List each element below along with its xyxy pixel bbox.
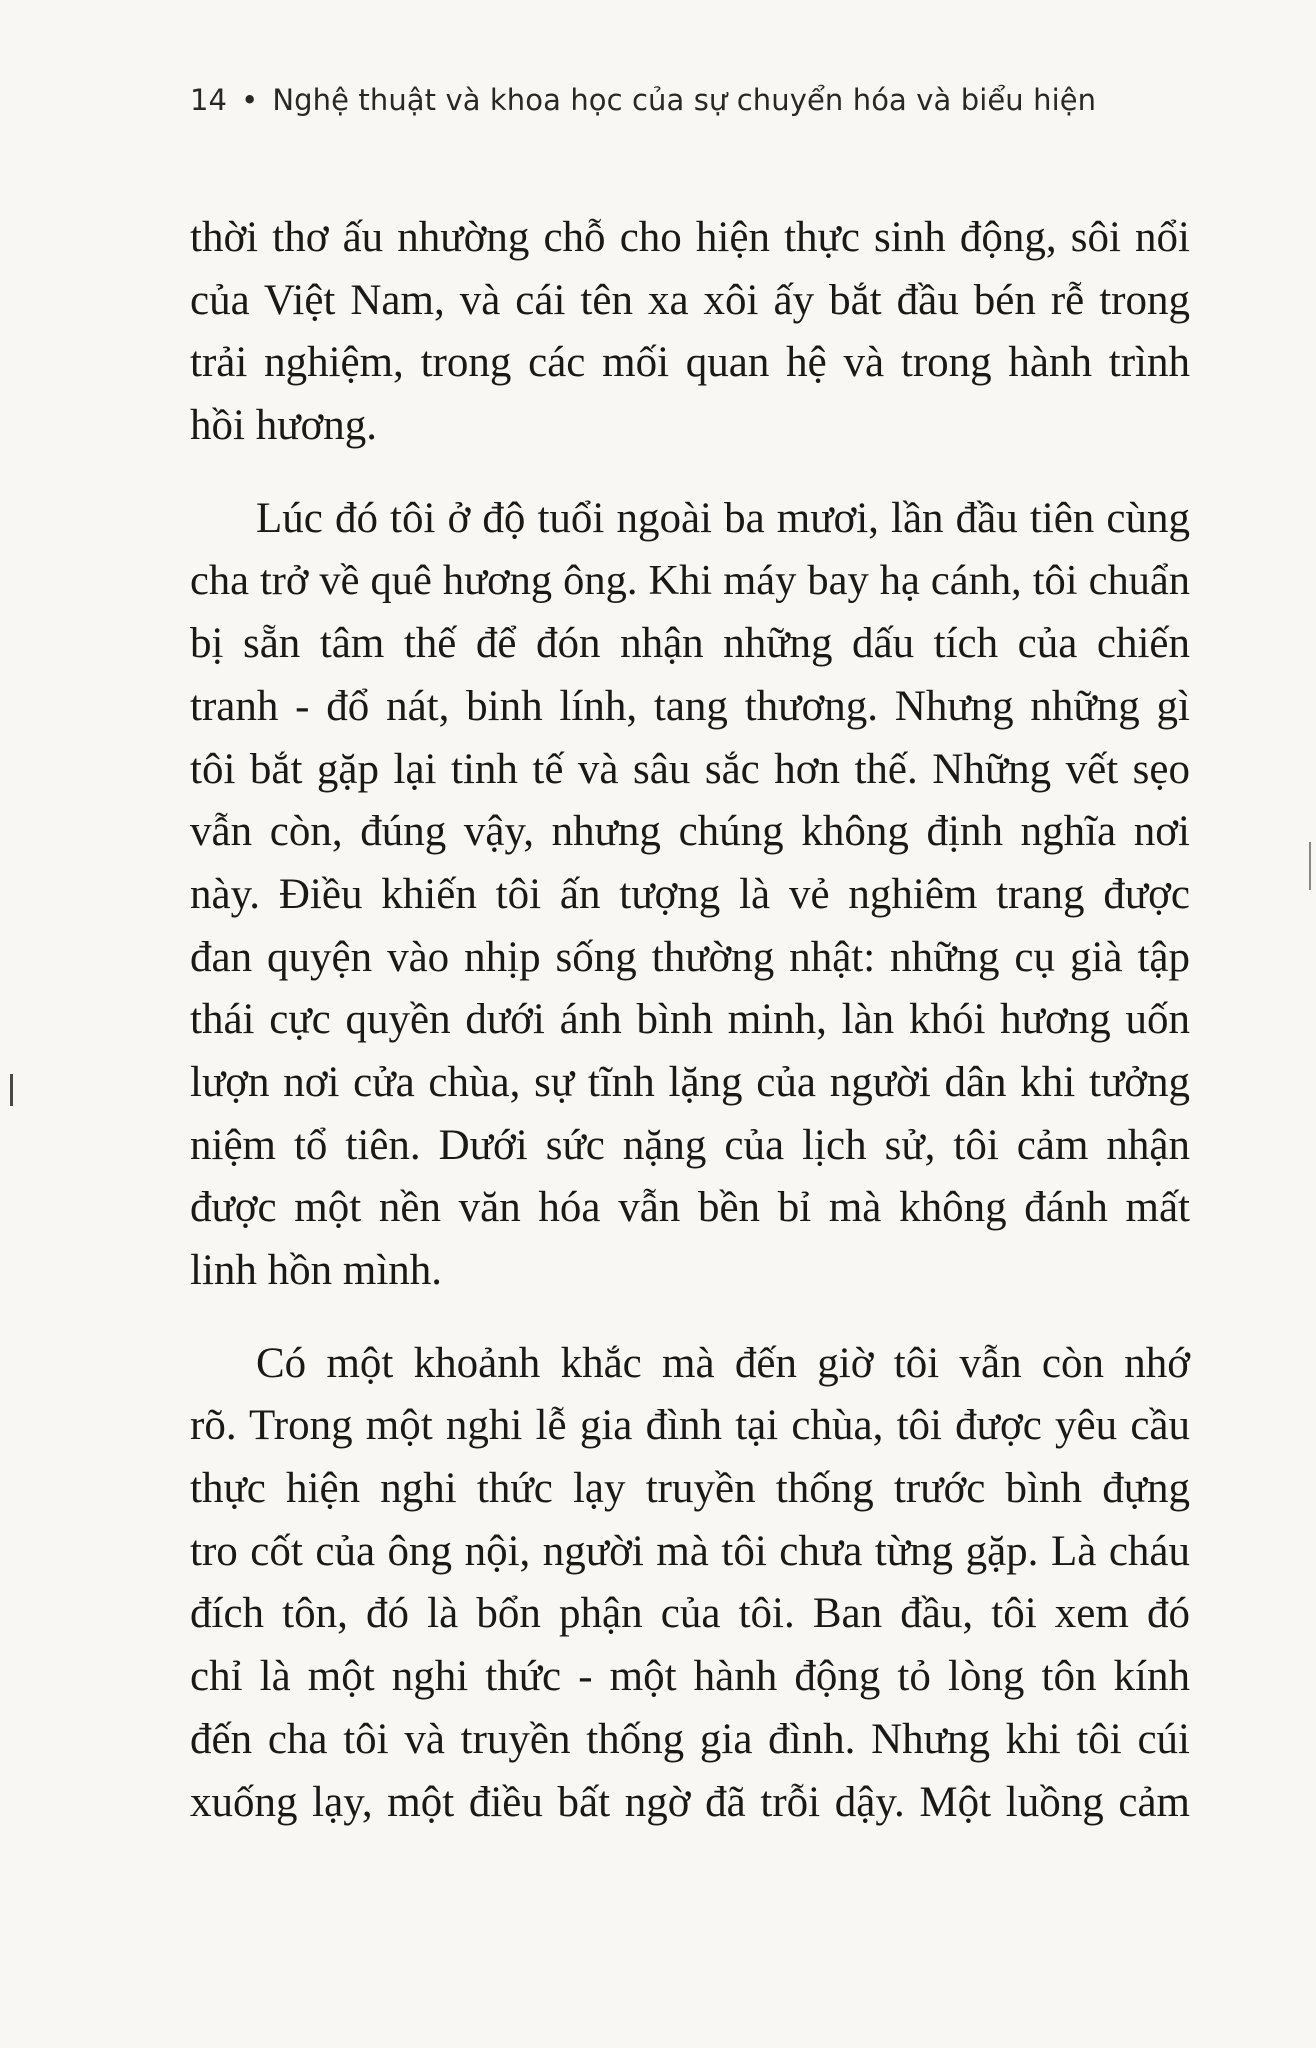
page-number: 14 (190, 83, 228, 117)
text-line: được một nền văn hóa vẫn bền bỉ mà không đánh mất (190, 1184, 1190, 1232)
text-line: vẫn còn, đúng vậy, nhưng chúng không định nghĩa nơi (190, 808, 1190, 856)
text-line: tranh - đổ nát, binh lính, tang thương. Nhưng những gì (190, 682, 1190, 730)
paragraph-gap (190, 1303, 1190, 1333)
text-line: này. Điều khiến tôi ấn tượng là vẻ nghiêm trang được (190, 870, 1190, 918)
text-line: chỉ là một nghi thức - một hành động tỏ lòng tôn kính (190, 1653, 1190, 1701)
paragraph-gap (190, 458, 1190, 488)
paragraph (190, 207, 1190, 458)
text-line: niệm tổ tiên. Dưới sức nặng của lịch sử, tôi cảm nhận (190, 1121, 1190, 1169)
text-line: đến cha tôi và truyền thống gia đình. Nhưng khi tôi cúi (190, 1715, 1190, 1763)
body-text (190, 207, 1190, 1834)
text-line: tro cốt của ông nội, người mà tôi chưa từng gặp. Là cháu (190, 1527, 1190, 1575)
text-line: đan quyện vào nhịp sống thường nhật: những cụ già tập (190, 933, 1190, 981)
text-line: thực hiện nghi thức lạy truyền thống trước bình đựng (190, 1465, 1190, 1513)
scan-edge-mark (1309, 842, 1311, 890)
running-header (190, 80, 1190, 120)
text-line: lượn nơi cửa chùa, sự tĩnh lặng của người dân khi tưởng (190, 1058, 1190, 1106)
text-line: bị sẵn tâm thế để đón nhận những dấu tích của chiến (190, 620, 1190, 668)
text-line: trải nghiệm, trong các mối quan hệ và trong hành trình (190, 339, 1190, 387)
text-line: linh hồn mình. (190, 1247, 443, 1294)
text-line: thái cực quyền dưới ánh bình minh, làn khói hương uốn (190, 996, 1190, 1044)
running-title: Nghệ thuật và khoa học của sự chuyển hóa và biểu hiện (272, 83, 1097, 117)
text-line: của Việt Nam, và cái tên xa xôi ấy bắt đầu bén rễ trong (190, 276, 1190, 324)
paragraph (190, 488, 1190, 1303)
text-line: cha trở về quê hương ông. Khi máy bay hạ cánh, tôi chuẩn (190, 557, 1190, 605)
text-line: rõ. Trong một nghi lễ gia đình tại chùa, tôi được yêu cầu (190, 1402, 1190, 1450)
scan-edge-mark (10, 1074, 13, 1106)
text-line: tôi bắt gặp lại tinh tế và sâu sắc hơn thế. Những vết sẹo (190, 745, 1190, 793)
text-line: Lúc đó tôi ở độ tuổi ngoài ba mươi, lần đầu tiên cùng (256, 494, 1190, 542)
text-line: hồi hương. (190, 402, 377, 450)
paragraph (190, 1333, 1190, 1835)
header-separator: • (241, 83, 259, 117)
text-line: thời thơ ấu nhường chỗ cho hiện thực sinh động, sôi nổi (190, 214, 1190, 261)
text-line: đích tôn, đó là bổn phận của tôi. Ban đầu, tôi xem đó (190, 1590, 1190, 1638)
text-line: Có một khoảnh khắc mà đến giờ tôi vẫn còn nhớ (256, 1339, 1190, 1387)
text-line: xuống lạy, một điều bất ngờ đã trỗi dậy. Một luồng cảm (190, 1778, 1190, 1826)
